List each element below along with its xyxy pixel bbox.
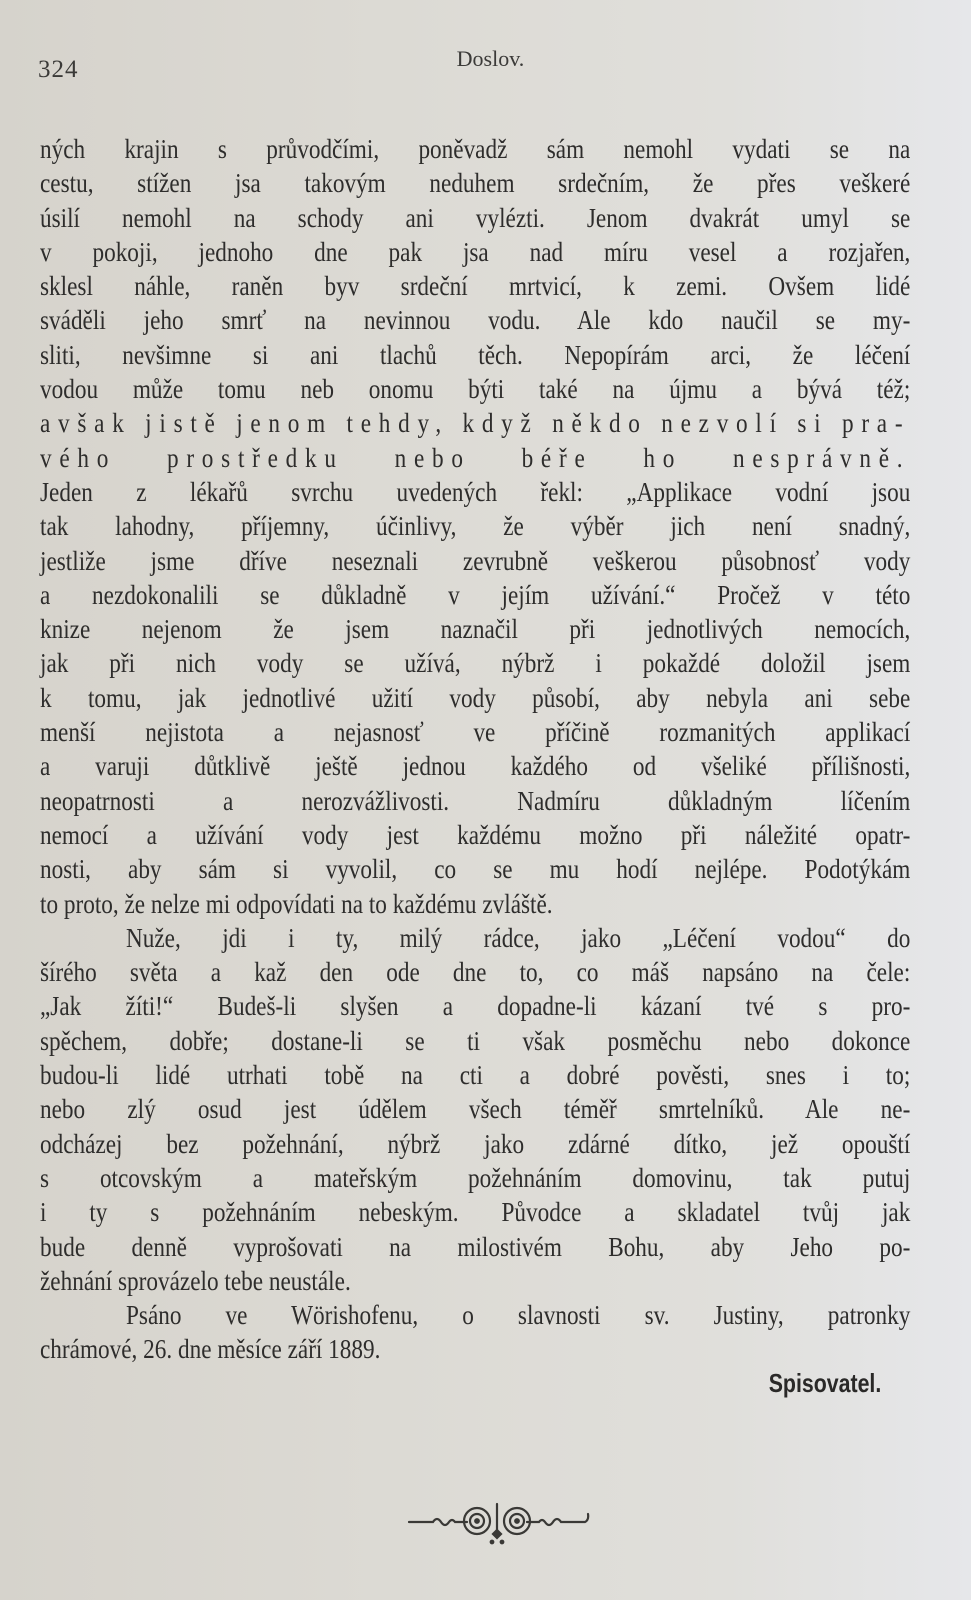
- text-line: s otcovským a mateřským požehnáním domovinu, tak putuj: [40, 1162, 911, 1193]
- text-line: úsilí nemohl na schody ani vylézti. Jenom dvakrát umyl se: [40, 202, 911, 233]
- text-line: sváděli jeho smrť na nevinnou vodu. Ale kdo naučil se my-: [40, 305, 911, 336]
- text-line: bude denně vyprošovati na milostivém Bohu, aby Jeho po-: [40, 1231, 911, 1262]
- text-line-emphasized: vého prostředku nebo béře ho nesprávně.: [40, 442, 911, 473]
- text-line: a varuji důtklivě ještě jednou každého od všeliké přílišnosti,: [40, 751, 911, 782]
- text-line: jestliže jsme dříve neseznali zevrubně veškerou působnosť vody: [40, 545, 911, 576]
- text-line-emphasized: avšak jistě jenom tehdy, když někdo nezvolí si pra-: [40, 408, 911, 439]
- running-title: Doslov.: [456, 46, 525, 71]
- text-line: chrámové, 26. dne měsíce září 1889.: [40, 1334, 381, 1365]
- text-line: nosti, aby sám si vyvolil, co se mu hodí nejlépe. Podotýkám: [40, 854, 911, 885]
- text-line: budou-li lidé utrhati tobě na cti a dobré pověsti, snes i to;: [40, 1060, 911, 1091]
- text-line: menší nejistota a nejasnosť ve příčině rozmanitých applikací: [40, 717, 911, 748]
- text-line: a nezdokonalili se důkladně v jejím užívání.“ Pročež v této: [40, 579, 911, 610]
- text-line: tak lahodny, příjemny, účinlivy, že výběr jich není snadný,: [40, 511, 911, 542]
- text-line: cestu, stížen jsa takovým neduhem srdečním, že přes veškeré: [40, 168, 911, 199]
- text-line-paragraph-start: Psáno ve Wörishofenu, o slavnosti sv. Justiny, patronky: [126, 1300, 911, 1331]
- text-line: odcházej bez požehnání, nýbrž jako zdárné dítko, jež opouští: [40, 1128, 911, 1159]
- scroll-ornament-icon: [405, 1496, 595, 1546]
- text-line: šírého světa a kaž den ode dne to, co máš napsáno na čele:: [40, 957, 911, 988]
- text-line: sliti, nevšimne si ani tlachů těch. Nepopírám arci, že léčení: [40, 339, 911, 370]
- text-line: „Jak žíti!“ Budeš-li slyšen a dopadne-li kázaní tvé s pro-: [40, 991, 911, 1022]
- text-line: v pokoji, jednoho dne pak jsa nad míru vesel a rozjařen,: [40, 236, 911, 267]
- text-line: i ty s požehnáním nebeským. Původce a skladatel tvůj jak: [40, 1197, 911, 1228]
- text-line: nemocí a užívání vody jest každému možno při náležité opatr-: [40, 819, 911, 850]
- text-line: knize nejenom že jsem naznačil při jednotlivých nemocích,: [40, 614, 911, 645]
- text-line: nebo zlý osud jest údělem všech téměř smrtelníků. Ale ne-: [40, 1094, 911, 1125]
- text-line: spěchem, dobře; dostane-li se ti však posměchu nebo dokonce: [40, 1025, 911, 1056]
- page-header: [0, 44, 971, 84]
- signature: Spisovatel.: [768, 1368, 881, 1398]
- text-line: k tomu, jak jednotlivé užití vody působí, aby nebyla ani sebe: [40, 682, 911, 713]
- text-line: žehnání sprovázelo tebe neustále.: [40, 1265, 351, 1296]
- text-line: to proto, že nelze mi odpovídati na to každému zvláště.: [40, 888, 553, 919]
- body-text: [40, 132, 910, 1367]
- text-line: ných krajin s průvodčími, poněvadž sám nemohl vydati se na: [40, 134, 911, 164]
- text-line: neopatrnosti a nerozvážlivosti. Nadmíru důkladným líčením: [40, 785, 911, 816]
- page-number: 324: [38, 56, 79, 83]
- text-line: vodou může tomu neb onomu býti také na újmu a bývá též;: [40, 374, 911, 405]
- text-line: sklesl náhle, raněn byv srdeční mrtvicí, k zemi. Ovšem lidé: [40, 271, 911, 302]
- text-line: Jeden z lékařů svrchu uvedených řekl: „Applikace vodní jsou: [40, 476, 911, 507]
- text-line-paragraph-start: Nuže, jdi i ty, milý rádce, jako „Léčení vodou“ do: [126, 922, 911, 953]
- text-line: jak při nich vody se užívá, nýbrž i pokaždé doložil jsem: [40, 648, 911, 679]
